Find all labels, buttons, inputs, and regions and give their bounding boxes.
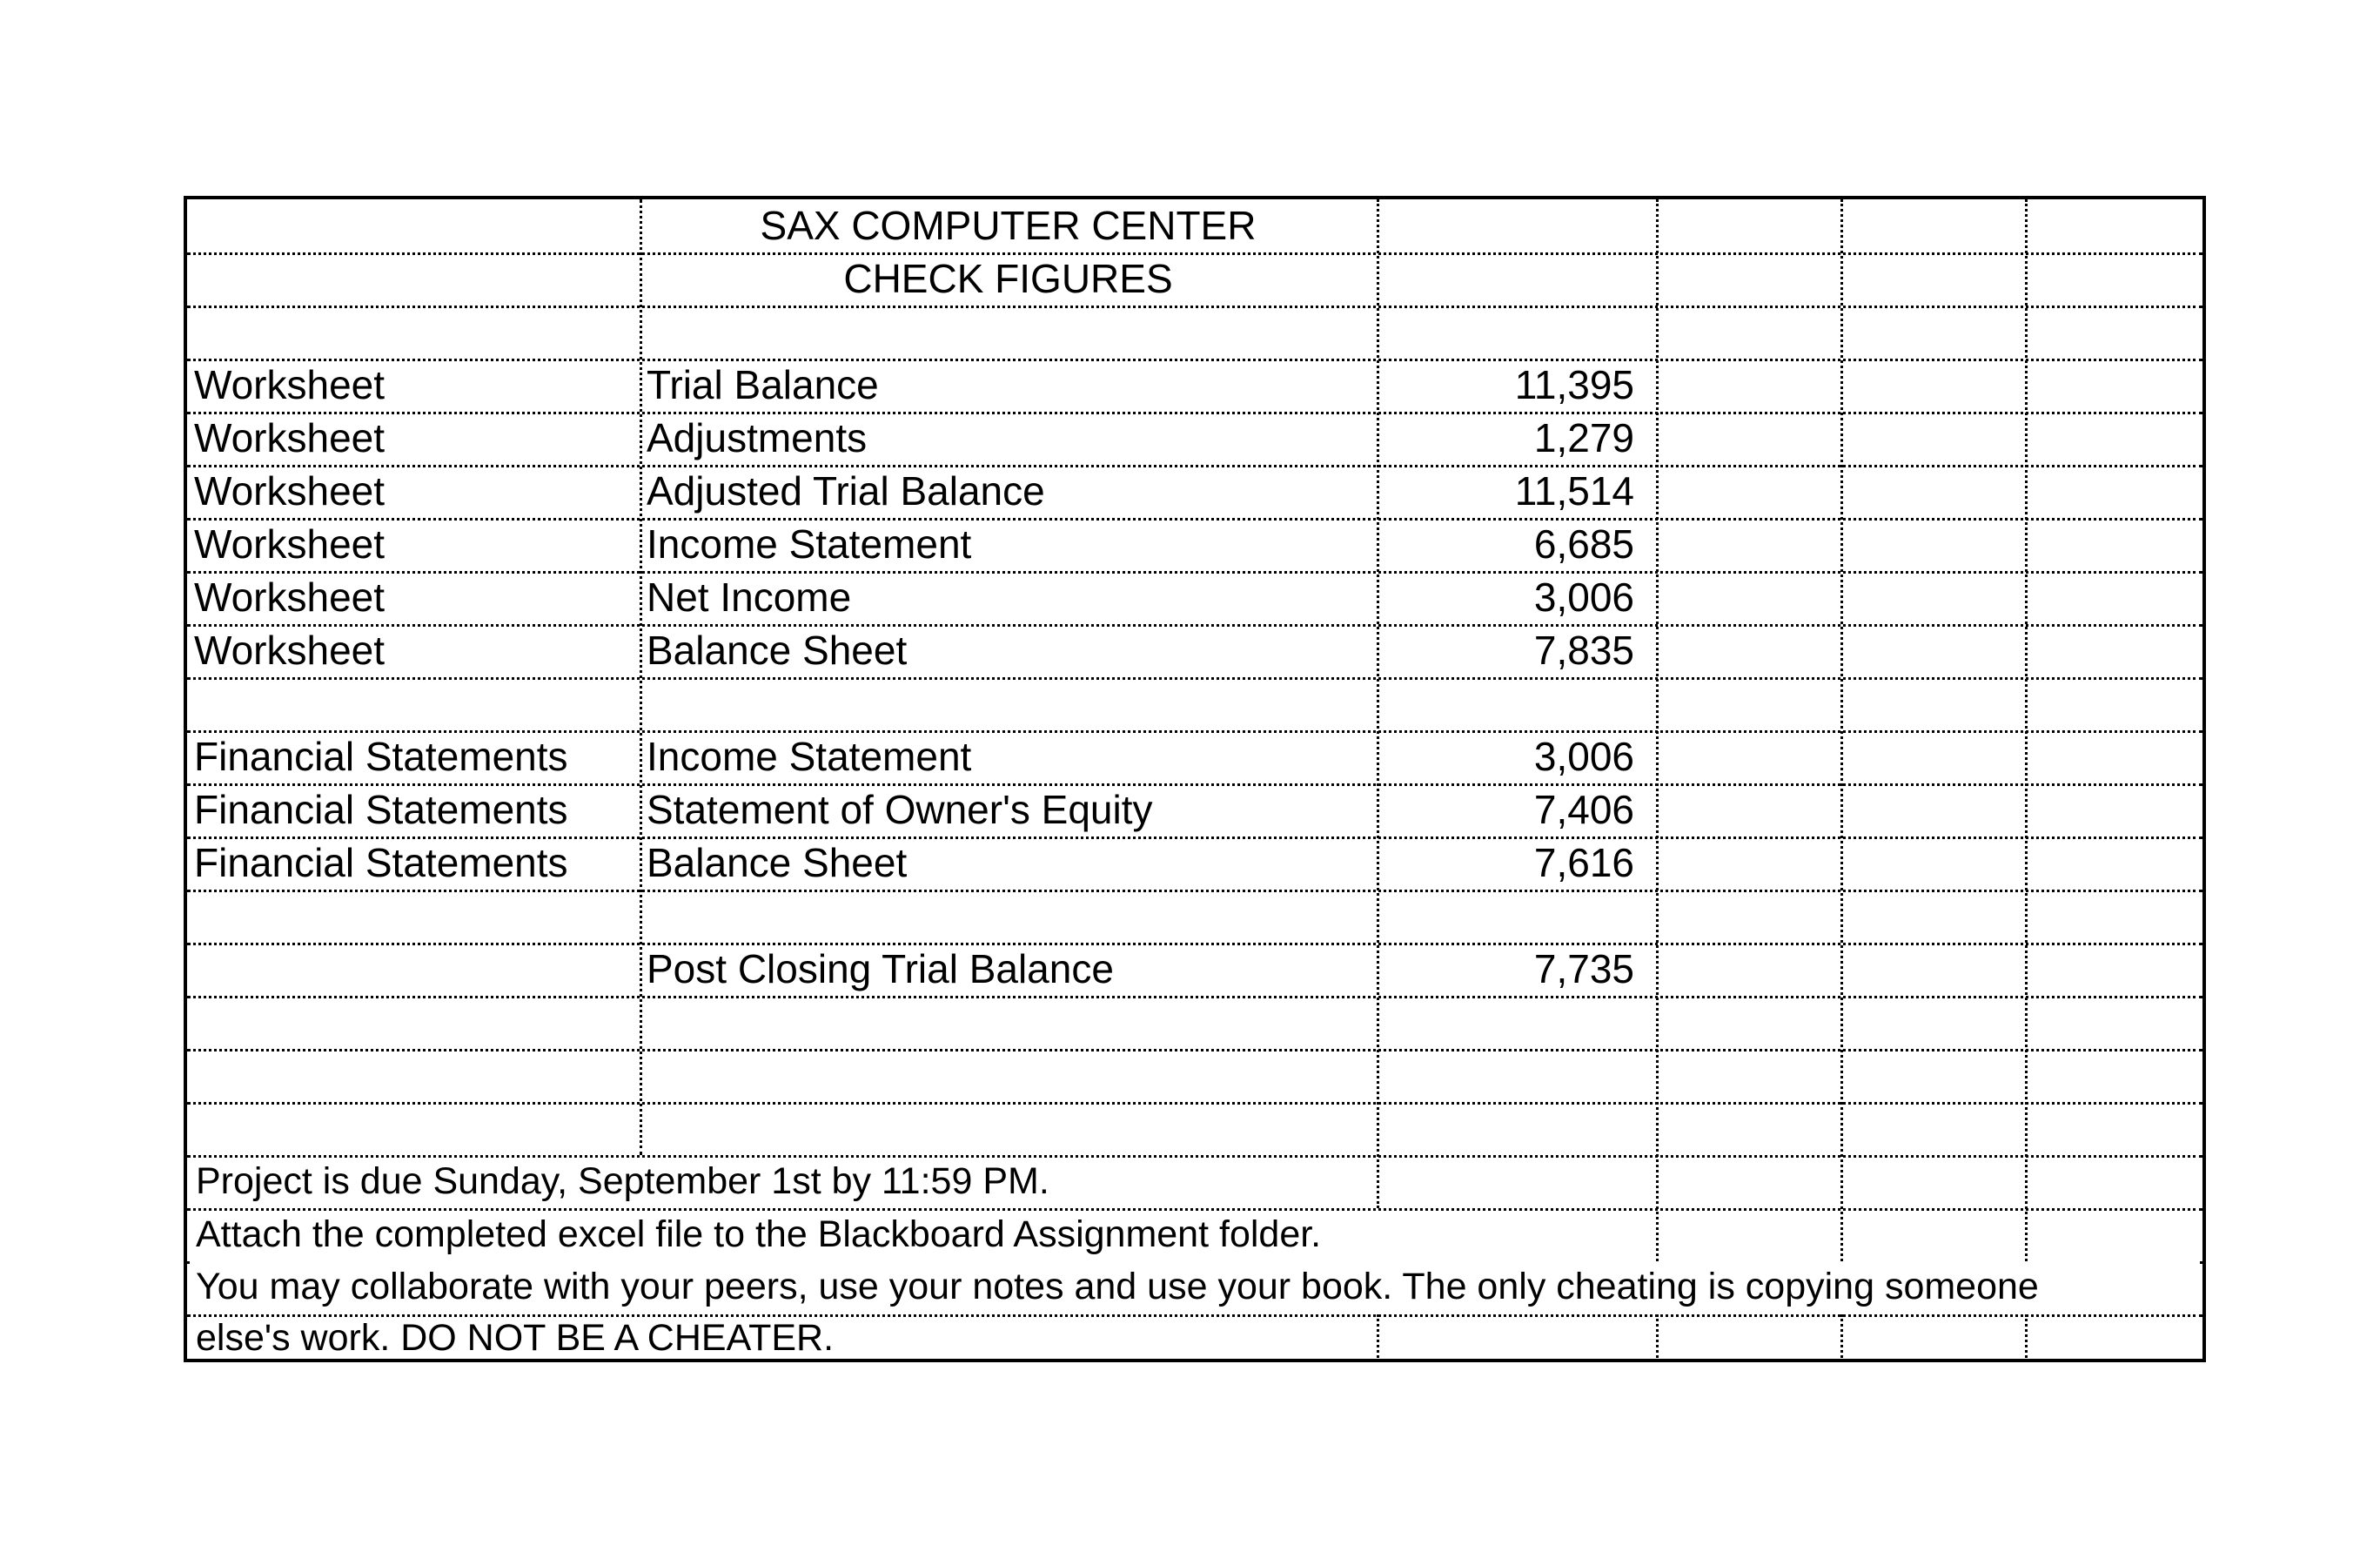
sheet-title: SAX COMPUTER CENTER [760, 203, 1257, 248]
value-cell: 11,395 [1514, 362, 1634, 407]
item-cell: Adjustments [647, 415, 868, 460]
category-cell: Worksheet [194, 468, 385, 514]
value-cell: 6,685 [1533, 521, 1634, 567]
category-cell: Worksheet [194, 628, 385, 673]
note-row [187, 1261, 2202, 1314]
table-row [187, 943, 2202, 996]
subtitle-row [187, 252, 2202, 306]
item-cell: Balance Sheet [647, 628, 908, 673]
value-cell: 7,835 [1533, 628, 1634, 673]
title-row [187, 199, 2202, 252]
table-row [187, 571, 2202, 624]
category-cell: Worksheet [194, 521, 385, 567]
collaboration-note-line1: You may collaborate with your peers, use your notes and use your book. The only cheating is copying someone [190, 1261, 2200, 1312]
note-row [187, 1155, 2202, 1208]
item-cell: Adjusted Trial Balance [647, 468, 1045, 514]
due-date-note: Project is due Sunday, September 1st by 11:59 PM. [196, 1160, 1049, 1202]
table-row [187, 518, 2202, 571]
note-row [187, 1208, 2202, 1261]
value-cell: 3,006 [1533, 734, 1634, 779]
item-cell: Net Income [647, 574, 852, 620]
check-figures-sheet [184, 196, 2206, 1362]
attach-note: Attach the completed excel file to the Blackboard Assignment folder. [196, 1213, 1322, 1255]
category-cell: Financial Statements [194, 787, 568, 832]
value-cell: 3,006 [1533, 574, 1634, 620]
value-cell: 1,279 [1533, 415, 1634, 460]
table-row [187, 836, 2202, 890]
table-row [187, 412, 2202, 465]
item-cell: Post Closing Trial Balance [647, 946, 1114, 991]
value-cell: 11,514 [1514, 468, 1634, 514]
category-cell: Worksheet [194, 362, 385, 407]
item-cell: Income Statement [647, 734, 972, 779]
table-row [187, 783, 2202, 836]
item-cell: Statement of Owner's Equity [647, 787, 1153, 832]
category-cell: Financial Statements [194, 840, 568, 885]
value-cell: 7,406 [1533, 787, 1634, 832]
table-row [187, 730, 2202, 783]
category-cell: Financial Statements [194, 734, 568, 779]
sheet-subtitle: CHECK FIGURES [843, 256, 1173, 301]
value-cell: 7,616 [1533, 840, 1634, 885]
value-cell: 7,735 [1533, 946, 1634, 991]
table-row [187, 624, 2202, 677]
category-cell: Worksheet [194, 415, 385, 460]
item-cell: Income Statement [647, 521, 972, 567]
table-row [187, 359, 2202, 412]
item-cell: Balance Sheet [647, 840, 908, 885]
category-cell: Worksheet [194, 574, 385, 620]
table-row [187, 465, 2202, 518]
note-row [187, 1314, 2202, 1367]
collaboration-note-line2: else's work. DO NOT BE A CHEATER. [196, 1317, 835, 1359]
item-cell: Trial Balance [647, 362, 879, 407]
